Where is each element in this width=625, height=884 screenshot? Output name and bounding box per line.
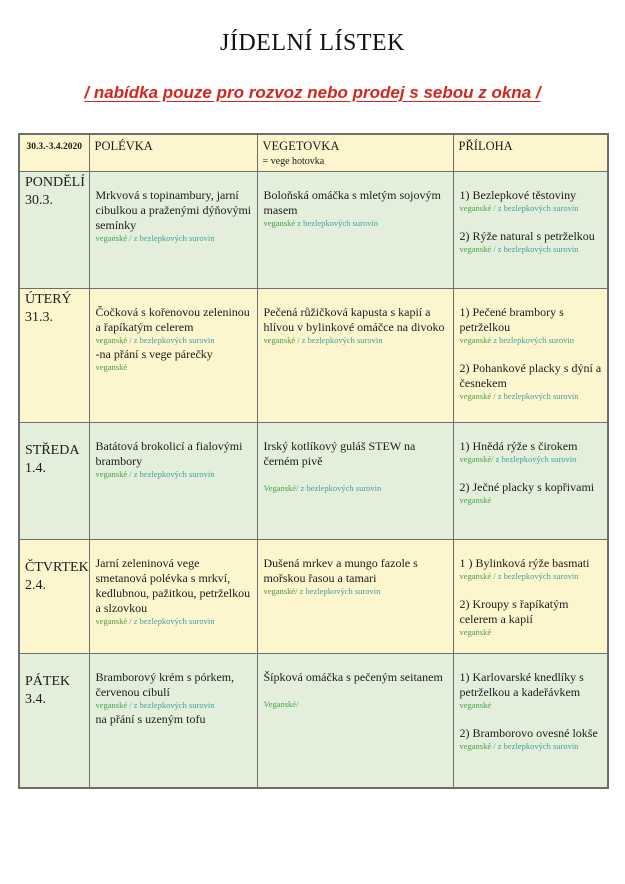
diet-tag	[460, 203, 603, 214]
day-date: 2.4.	[25, 577, 46, 593]
dish-text: Boloňská omáčka s mletým sojovým masem	[263, 187, 441, 217]
diet-tag-part: / z bezlepkových surovin	[129, 699, 215, 710]
dish-text: 1) Hnědá rýže s čirokem	[459, 438, 578, 453]
diet-tag	[460, 454, 603, 465]
diet-tag-part: / z bezlepkových surovin	[493, 740, 579, 751]
spacer	[460, 712, 603, 726]
vege-cell	[257, 288, 453, 422]
diet-tag-part: Veganské/	[263, 698, 299, 709]
diet-tag	[460, 741, 603, 752]
spacer	[264, 469, 448, 483]
diet-tag-part: z bezlepkových surovin	[297, 217, 378, 228]
side-cell	[453, 539, 608, 653]
diet-tag	[460, 335, 603, 346]
diet-tag-part: / z bezlepkových surovin	[493, 390, 579, 401]
day-name: ÚTERÝ	[25, 291, 72, 307]
diet-tag-part: veganské	[263, 334, 298, 345]
diet-tag-part: z bezlepkových surovin	[495, 453, 577, 464]
diet-tag	[264, 586, 448, 597]
day-name: PÁTEK	[25, 673, 71, 689]
spacer	[460, 466, 603, 480]
day-cell	[19, 653, 89, 788]
dish-text: Batátová brokolicí a fialovými brambory	[95, 438, 243, 468]
diet-tag	[264, 699, 448, 710]
day-date: 30.3.	[25, 192, 53, 208]
side-cell	[453, 653, 608, 788]
header-col-soup: POLÉVKA	[89, 134, 257, 171]
header-col-vege-label: VEGETOVKA	[262, 139, 340, 153]
diet-tag-part: veganské	[263, 217, 298, 228]
vege-cell	[257, 422, 453, 539]
dish-text: 2) Rýže natural s petrželkou	[459, 228, 595, 243]
diet-tag-part: z bezlepkových surovin	[300, 482, 382, 493]
diet-tag-part: veganské	[95, 334, 130, 345]
diet-tag-part: veganské	[95, 468, 130, 479]
dish-text: Jarní zeleninová vege smetanová polévka s mrkví, kedlubnou, pažitkou, petrželkou a slzovkou	[95, 555, 251, 615]
side-cell	[453, 288, 608, 422]
dish-text: Šípková omáčka s pečeným seitanem	[263, 669, 443, 684]
spacer	[460, 215, 603, 229]
menu-row-31.3.	[19, 288, 608, 422]
dish-text: 1) Pečené brambory s petrželkou	[459, 304, 564, 334]
day-date: 31.3.	[25, 309, 53, 325]
diet-tag-part: veganské/	[459, 453, 496, 464]
diet-tag-part: / z bezlepkových surovin	[493, 243, 579, 254]
dish-text: 2) Kroupy s řapíkatým celerem a kapií	[459, 596, 569, 626]
soup-cell	[89, 171, 257, 288]
menu-row-30.3.	[19, 171, 608, 288]
soup-cell	[89, 422, 257, 539]
day-date: 1.4.	[25, 460, 46, 476]
diet-tag-part: veganské	[95, 699, 130, 710]
diet-tag	[460, 495, 603, 506]
day-cell	[19, 422, 89, 539]
day-cell	[19, 288, 89, 422]
diet-tag-part: Veganské/	[263, 482, 301, 493]
dish-text: Mrkvová s topinambury, jarní cibulkou a praženými dýňovými semínky	[95, 187, 252, 232]
diet-tag-part: veganské	[459, 202, 494, 213]
dish-text: Čočková s kořenovou zeleninou a řapíkatým celerem	[95, 304, 250, 334]
diet-tag-part: veganské	[459, 494, 492, 505]
dish-text: Irský kotlíkový guláš STEW na černém pivě	[263, 438, 416, 468]
diet-tag	[96, 700, 252, 711]
header-col-side: PŘÍLOHA	[453, 134, 608, 171]
page-subtitle: / nabídka pouze pro rozvoz nebo prodej s sebou z okna /	[84, 83, 541, 102]
page-title: JÍDELNÍ LÍSTEK	[220, 30, 405, 56]
diet-tag	[264, 335, 448, 346]
diet-tag-part: / z bezlepkových surovin	[493, 570, 579, 581]
soup-cell	[89, 288, 257, 422]
diet-tag-part: veganské	[459, 699, 492, 710]
day-cell	[19, 171, 89, 288]
day-date: 3.4.	[25, 691, 46, 707]
menu-row-3.4.	[19, 653, 608, 788]
dish-text: 2) Bramborovo ovesné lokše	[459, 725, 598, 740]
diet-tag-part: veganské	[95, 232, 130, 243]
vege-cell	[257, 653, 453, 788]
header-col-vege-subtitle: = vege hotovka	[262, 156, 325, 167]
dish-text: 2) Ječné placky s kopřivami	[459, 479, 595, 494]
header-date-range: 30.3.-3.4.2020	[19, 134, 89, 171]
diet-tag-part: veganské	[459, 570, 494, 581]
diet-tag-part: veganské	[95, 361, 128, 372]
diet-tag	[460, 627, 603, 638]
diet-tag	[96, 233, 252, 244]
diet-tag	[264, 483, 448, 494]
diet-tag-part: z bezlepkových surovin	[493, 334, 574, 345]
vege-cell	[257, 171, 453, 288]
diet-tag-part: / z bezlepkových surovin	[129, 468, 215, 479]
diet-tag	[460, 571, 603, 582]
diet-tag	[264, 218, 448, 229]
menu-row-1.4.	[19, 422, 608, 539]
diet-tag-part: / z bezlepkových surovin	[297, 334, 383, 345]
diet-tag-part: veganské/	[263, 585, 300, 596]
vege-cell	[257, 539, 453, 653]
menu-table-body	[19, 171, 608, 788]
spacer	[460, 583, 603, 597]
day-name: PONDĚLÍ	[25, 174, 85, 190]
day-name: ČTVRTEK	[25, 559, 89, 575]
dish-text: 1) Bezlepkové těstoviny	[459, 187, 577, 202]
diet-tag-part: veganské	[459, 390, 494, 401]
dish-text: 2) Pohankové placky s dýní a česnekem	[459, 360, 602, 390]
diet-tag	[96, 362, 252, 373]
side-cell	[453, 422, 608, 539]
diet-tag	[460, 700, 603, 711]
diet-tag-part: / z bezlepkových surovin	[129, 334, 215, 345]
soup-cell	[89, 653, 257, 788]
dish-text: na přání s uzeným tofu	[95, 711, 206, 726]
dish-text: 1 ) Bylinková rýže basmati	[459, 555, 590, 570]
dish-text: 1) Karlovarské knedlíky s petrželkou a kadeřávkem	[459, 669, 584, 699]
menu-table	[18, 133, 609, 789]
diet-tag-part: / z bezlepkových surovin	[493, 202, 579, 213]
side-cell	[453, 171, 608, 288]
diet-tag	[96, 469, 252, 480]
diet-tag-part: veganské	[459, 334, 494, 345]
diet-tag	[460, 391, 603, 402]
day-name: STŘEDA	[25, 442, 80, 458]
soup-cell	[89, 539, 257, 653]
diet-tag-part: veganské	[459, 740, 494, 751]
dish-text: -na přání s vege párečky	[95, 346, 213, 361]
table-header-row	[19, 134, 608, 171]
spacer	[264, 685, 448, 699]
diet-tag-part: / z bezlepkových surovin	[129, 232, 215, 243]
diet-tag-part: veganské	[459, 243, 494, 254]
header-col-vege	[257, 134, 453, 171]
dish-text: Dušená mrkev a mungo fazole s mořskou řasou a tamari	[263, 555, 418, 585]
diet-tag-part: / z bezlepkových surovin	[129, 615, 215, 626]
diet-tag	[460, 244, 603, 255]
menu-row-2.4.	[19, 539, 608, 653]
dish-text: Bramborový krém s pórkem, červenou cibulí	[95, 669, 235, 699]
day-cell	[19, 539, 89, 653]
diet-tag	[96, 616, 252, 627]
dish-text: Pečená růžičková kapusta s kapií a hlívou v bylinkové omáčce na divoko	[263, 304, 445, 334]
spacer	[460, 347, 603, 361]
diet-tag	[96, 335, 252, 346]
diet-tag-part: z bezlepkových surovin	[299, 585, 381, 596]
diet-tag-part: veganské	[95, 615, 130, 626]
diet-tag-part: veganské	[459, 626, 492, 637]
